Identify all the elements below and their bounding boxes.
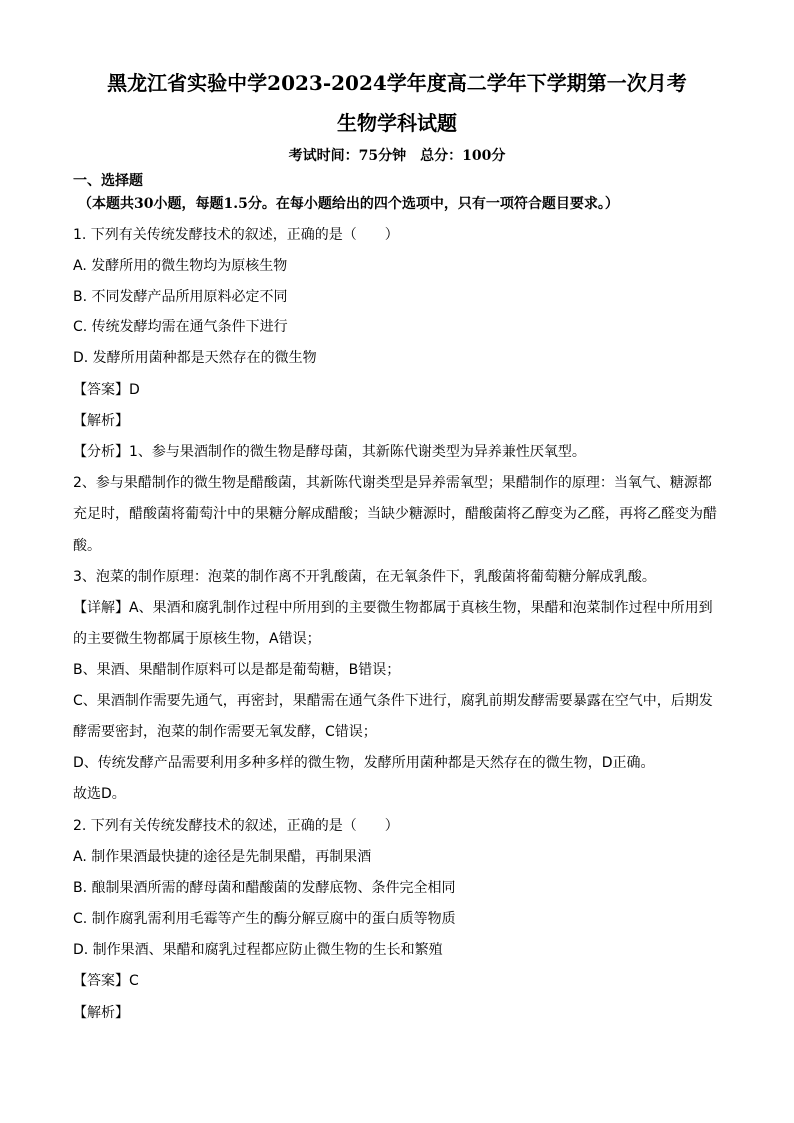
question-1-analysis-label: 【解析】 — [73, 413, 129, 429]
question-1-answer: 【答案】D — [73, 382, 140, 398]
explanation-line: 酸。 — [73, 538, 101, 554]
explanation-line: 的主要微生物都属于原核生物，A错误； — [73, 631, 321, 647]
explanation-line: 故选D。 — [73, 786, 126, 802]
explanation-line: D、传统发酵产品需要利用多种多样的微生物，发酵所用菌种都是天然存在的微生物，D正确。 — [73, 755, 655, 771]
explanation-line: 酵需要密封，泡菜的制作需要无氧发酵，C错误； — [73, 724, 377, 740]
question-1-stem: 1. 下列有关传统发酵技术的叙述，正确的是（ ） — [73, 227, 399, 243]
explanation-line: 【分析】1、参与果酒制作的微生物是酵母菌，其新陈代谢类型为异养兼性厌氧型。 — [73, 444, 586, 460]
question-2-analysis-label: 【解析】 — [73, 1005, 129, 1021]
question-1-option-b: B. 不同发酵产品所用原料必定不同 — [73, 289, 288, 305]
explanation-line: C、果酒制作需要先通气，再密封，果醋需在通气条件下进行，腐乳前期发酵需要暴露在空气中，后期发 — [73, 693, 713, 709]
section-instructions: （本题共30小题，每题1.5分。在每小题给出的四个选项中，只有一项符合题目要求。） — [78, 196, 619, 212]
explanation-line: 3、泡菜的制作原理：泡菜的制作离不开乳酸菌，在无氧条件下，乳酸菌将葡萄糖分解成乳酸。 — [73, 569, 656, 585]
question-1-option-c: C. 传统发酵均需在通气条件下进行 — [73, 319, 288, 335]
question-2-stem: 2. 下列有关传统发酵技术的叙述，正确的是（ ） — [73, 818, 399, 834]
explanation-line: 2、参与果醋制作的微生物是醋酸菌，其新陈代谢类型是异养需氧型；果醋制作的原理：当氧气、糖源都 — [73, 475, 712, 491]
exam-info: 考试时间：75分钟 总分：100分 — [288, 148, 506, 164]
section-heading: 一、选择题 — [73, 173, 143, 189]
question-2-option-a: A. 制作果酒最快捷的途径是先制果醋，再制果酒 — [73, 849, 372, 865]
question-1-option-a: A. 发酵所用的微生物均为原核生物 — [73, 258, 288, 274]
question-2-option-c: C. 制作腐乳需利用毛霉等产生的酶分解豆腐中的蛋白质等物质 — [73, 911, 456, 927]
question-2-option-d: D. 制作果酒、果醋和腐乳过程都应防止微生物的生长和繁殖 — [73, 942, 443, 958]
exam-title-line1: 黑龙江省实验中学2023-2024学年度高二学年下学期第一次月考 — [107, 71, 687, 95]
exam-title-line2: 生物学科试题 — [337, 111, 457, 135]
explanation-line: B、果酒、果醋制作原料可以是都是葡萄糖，B错误； — [73, 662, 401, 678]
explanation-line: 【详解】A、果酒和腐乳制作过程中所用到的主要微生物都属于真核生物，果醋和泡菜制作过程中所用到 — [73, 600, 713, 616]
question-2-answer: 【答案】C — [73, 973, 139, 989]
question-2-option-b: B. 酿制果酒所需的酵母菌和醋酸菌的发酵底物、条件完全相同 — [73, 880, 456, 896]
explanation-line: 充足时，醋酸菌将葡萄汁中的果糖分解成醋酸；当缺少糖源时，醋酸菌将乙醇变为乙醛，再将乙醛变为醋 — [73, 506, 717, 522]
question-1-option-d: D. 发酵所用菌种都是天然存在的微生物 — [73, 350, 317, 366]
